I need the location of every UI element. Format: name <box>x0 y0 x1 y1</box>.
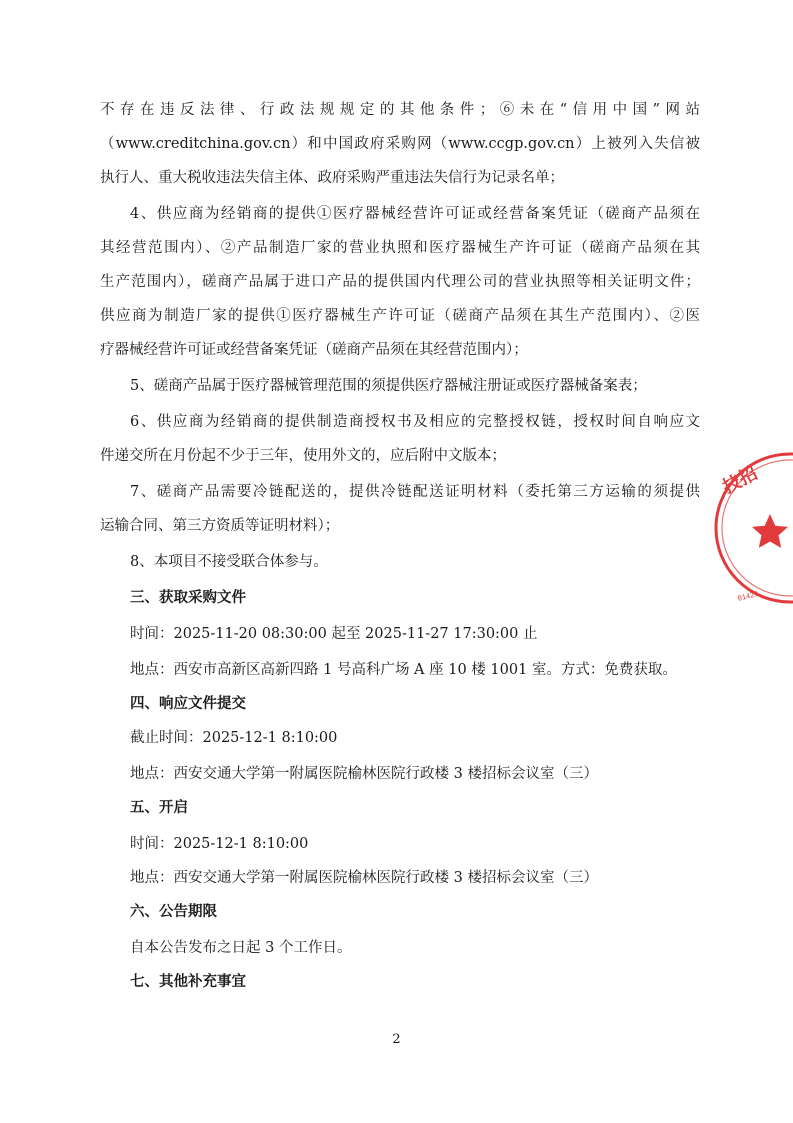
paragraph-line: 供应商为制造厂家的提供①医疗器械生产许可证（磋商产品须在其生产范围内）、②医 <box>100 308 700 324</box>
paragraph-line: 5、磋商产品属于医疗器械管理范围的须提供医疗器械注册证或医疗器械备案表； <box>130 378 647 394</box>
section-heading: 五、开启 <box>130 799 188 816</box>
section-heading: 四、响应文件提交 <box>130 695 246 712</box>
paragraph-line: 地点：西安交通大学第一附属医院榆林医院行政楼 3 楼招标会议室（三） <box>130 766 598 782</box>
seal-star-icon <box>752 514 788 548</box>
paragraph-line: 生产范围内），磋商产品属于进口产品的提供国内代理公司的营业执照等相关证明文件； <box>100 274 700 290</box>
paragraph-line: 其经营范围内）、②产品制造厂家的营业执照和医疗器械生产许可证（磋商产品须在其 <box>100 240 700 256</box>
seal-graphic <box>700 440 793 630</box>
paragraph-line: 截止时间：2025-12-1 8:10:00 <box>130 730 338 746</box>
page-number: 2 <box>392 1032 401 1047</box>
paragraph-line: 件递交所在月份起不少于三年，使用外文的，应后附中文版本； <box>100 448 506 464</box>
paragraph-line: 疗器械经营许可证或经营备案凭证（磋商产品须在其经营范围内）； <box>100 342 528 358</box>
paragraph-line: （www.creditchina.gov.cn）和中国政府采购网（www.ccgp.gov.cn）上被列入失信被 <box>100 136 700 152</box>
section-heading: 六、公告期限 <box>130 903 217 920</box>
paragraph-line: 时间：2025-11-20 08:30:00 起至 2025-11-27 17:30:00 止 <box>130 626 538 642</box>
official-seal <box>700 440 793 630</box>
paragraph-line: 时间：2025-12-1 8:10:00 <box>130 836 309 852</box>
paragraph-line: 地点：西安市高新区高新四路 1 号高科广场 A 座 10 楼 1001 室。方式：免费获取。 <box>130 662 677 678</box>
paragraph-line: 自本公告发布之日起 3 个工作日。 <box>130 940 352 956</box>
paragraph-line: 4、供应商为经销商的提供①医疗器械经营许可证或经营备案凭证（磋商产品须在 <box>130 206 700 222</box>
seal-number: 01429 <box>736 589 760 603</box>
section-heading: 三、获取采购文件 <box>130 589 246 606</box>
paragraph-line: 执行人、重大税收违法失信主体、政府采购严重违法失信行为记录名单； <box>100 170 564 186</box>
seal-text: 技招 <box>719 462 762 499</box>
paragraph-line: 8、本项目不接受联合体参与。 <box>130 554 328 570</box>
paragraph-line: 不存在违反法律、行政法规规定的其他条件；⑥未在“信用中国”网站 <box>100 102 700 118</box>
paragraph-line: 7、磋商产品需要冷链配送的，提供冷链配送证明材料（委托第三方运输的须提供 <box>130 484 700 500</box>
paragraph-line: 6、供应商为经销商的提供制造商授权书及相应的完整授权链，授权时间自响应文 <box>130 414 700 430</box>
paragraph-line: 地点：西安交通大学第一附属医院榆林医院行政楼 3 楼招标会议室（三） <box>130 870 598 886</box>
section-heading: 七、其他补充事宜 <box>130 973 246 990</box>
paragraph-line: 运输合同、第三方资质等证明材料）； <box>100 518 340 534</box>
